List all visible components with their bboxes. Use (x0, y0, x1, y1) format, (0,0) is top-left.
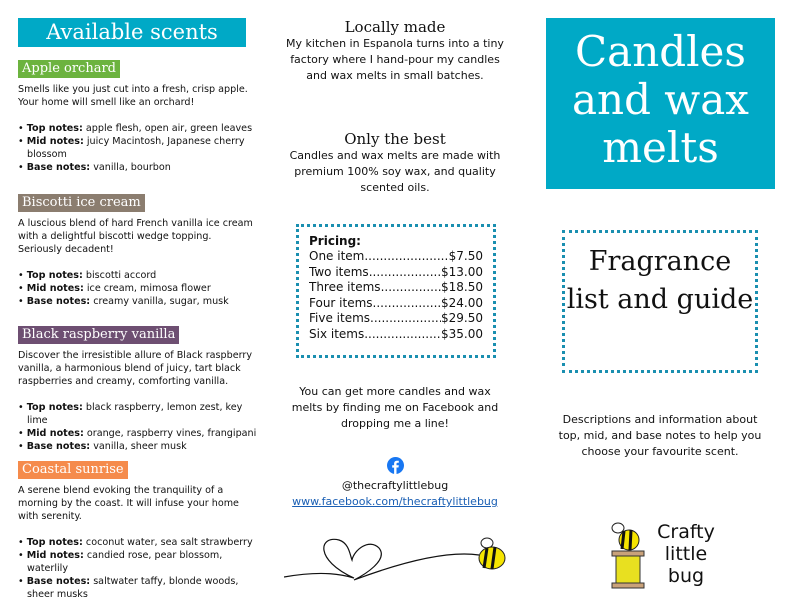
pricing-title: Pricing: (309, 234, 361, 248)
brochure-title: Candles and wax melts (546, 18, 775, 189)
only-best-heading: Only the best (344, 130, 446, 148)
base-notes-value: vanilla, sheer musk (93, 441, 187, 452)
price-row (309, 327, 483, 343)
price-value: $13.00 (441, 264, 483, 279)
top-notes-value: apple flesh, open air, green leaves (85, 123, 253, 134)
price-value: $24.00 (441, 295, 483, 310)
locally-made-section (285, 18, 505, 84)
price-row (309, 296, 483, 312)
only-best-text: Candles and wax melts are made with premium 100% soy wax, and quality scented oils. (289, 149, 501, 194)
base-notes-label: Base notes: (26, 441, 91, 452)
top-notes-label: Top notes: (26, 402, 83, 413)
price-value: $35.00 (441, 326, 483, 341)
price-row (309, 311, 483, 327)
scent-section (18, 458, 258, 601)
pricing-box (296, 224, 496, 358)
mid-notes-item (18, 427, 258, 440)
price-row (309, 249, 483, 265)
price-item: Three items (309, 280, 381, 294)
notes-list (18, 401, 258, 453)
price-value: $29.50 (441, 311, 483, 325)
base-notes-item (18, 575, 258, 601)
only-best-section (285, 130, 505, 196)
top-notes-label: Top notes: (26, 123, 83, 134)
top-notes-item (18, 269, 258, 282)
price-item: Five items (309, 311, 371, 325)
mid-notes-label: Mid notes: (26, 428, 84, 439)
facebook-link[interactable]: www.facebook.com/thecraftylittlebug (292, 495, 498, 508)
notes-list (18, 122, 258, 174)
price-value: $7.50 (448, 249, 483, 263)
base-notes-value: vanilla, bourbon (93, 162, 171, 173)
base-notes-item (18, 440, 258, 453)
price-item: Four items (309, 295, 373, 310)
base-notes-label: Base notes: (26, 296, 91, 307)
scent-description: Discover the irresistible allure of Black raspberry vanilla, a harmonious blend of juicy, tart black raspberries and creamy, comforting vanilla. (18, 350, 253, 387)
base-notes-value: creamy vanilla, sugar, musk (93, 296, 229, 307)
base-notes-item (18, 295, 258, 308)
mid-notes-value: ice cream, mimosa flower (86, 283, 211, 294)
scent-name-tag: Biscotti ice cream (18, 194, 145, 212)
mid-notes-label: Mid notes: (26, 283, 84, 294)
scent-section (18, 57, 258, 174)
price-value: $18.50 (441, 280, 483, 294)
price-item: Two items (309, 264, 369, 279)
scent-section (18, 323, 258, 453)
available-scents-heading: Available scents (18, 18, 246, 47)
top-notes-value: black raspberry, lemon zest, key lime (27, 402, 243, 426)
mid-notes-label: Mid notes: (26, 550, 84, 561)
price-item: Six items (309, 326, 365, 341)
scent-name-tag: Black raspberry vanilla (18, 326, 179, 344)
facebook-contact (285, 457, 505, 510)
scent-name-tag: Coastal sunrise (18, 461, 128, 479)
mid-notes-item (18, 135, 258, 161)
base-notes-value: saltwater taffy, blonde woods, sheer musks (27, 576, 239, 600)
notes-list (18, 536, 258, 601)
mid-notes-value: candied rose, pear blossom, waterlily (27, 550, 223, 574)
crafty-little-bug-logo (608, 518, 716, 590)
scent-description: A luscious blend of hard French vanilla ice cream with a delightful biscotti wedge topping. Seriously decadent! (18, 218, 253, 255)
mid-notes-item (18, 282, 258, 295)
locally-made-heading: Locally made (344, 18, 446, 36)
scent-description: A serene blend evoking the tranquility of a morning by the coast. It will infuse your home with serenity. (18, 485, 239, 522)
price-row (309, 265, 483, 281)
notes-list (18, 269, 258, 308)
mid-notes-value: juicy Macintosh, Japanese cherry blossom (27, 136, 245, 160)
price-item: One item (309, 249, 365, 263)
top-notes-item (18, 536, 258, 549)
logo-text: Crafty little bug (657, 521, 715, 587)
fragrance-guide-box (562, 230, 758, 373)
locally-made-text: My kitchen in Espanola turns into a tiny factory where I hand-pour my candles and wax melts in small batches. (286, 37, 504, 82)
base-notes-label: Base notes: (26, 576, 91, 587)
bee-spool-icon (608, 518, 648, 590)
fragrance-guide-title: Fragrance list and guide (566, 246, 754, 315)
facebook-handle: @thecraftylittlebug (341, 479, 449, 492)
top-notes-value: biscotti accord (85, 270, 157, 281)
facebook-text: You can get more candles and wax melts by finding me on Facebook and dropping me a line! (291, 385, 499, 430)
mid-notes-item (18, 549, 258, 575)
scent-section (18, 191, 258, 308)
top-notes-item (18, 122, 258, 135)
base-notes-label: Base notes: (26, 162, 91, 173)
mid-notes-label: Mid notes: (26, 136, 84, 147)
guide-description: Descriptions and information about top, mid, and base notes to help you choose your favourite scent. (558, 413, 762, 458)
price-row (309, 280, 483, 296)
scent-description: Smells like you just cut into a fresh, crisp apple. Your home will smell like an orchard! (18, 84, 248, 108)
top-notes-item (18, 401, 258, 427)
scent-name-tag: Apple orchard (18, 60, 120, 78)
heart-bee-doodle (284, 530, 509, 585)
top-notes-label: Top notes: (26, 270, 83, 281)
top-notes-label: Top notes: (26, 537, 83, 548)
top-notes-value: coconut water, sea salt strawberry (85, 537, 253, 548)
mid-notes-value: orange, raspberry vines, frangipani (86, 428, 257, 439)
base-notes-item (18, 161, 258, 174)
facebook-icon[interactable] (387, 457, 404, 474)
